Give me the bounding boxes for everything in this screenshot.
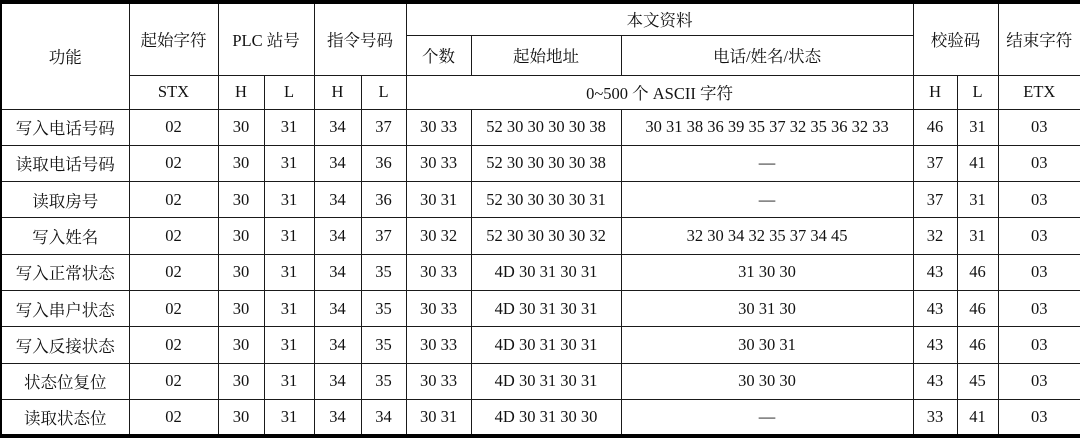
cell-payload: —	[621, 145, 913, 181]
cell-cmd-h: 34	[314, 218, 361, 254]
cell-stx: 02	[129, 218, 218, 254]
cell-payload: 32 30 34 32 35 37 34 45	[621, 218, 913, 254]
cell-count: 30 33	[406, 327, 471, 363]
cell-function: 读取房号	[1, 182, 129, 218]
cell-start-address: 52 30 30 30 30 38	[471, 145, 621, 181]
cell-chk-l: 31	[957, 218, 998, 254]
cell-plc-l: 31	[264, 254, 314, 290]
cell-chk-l: 45	[957, 363, 998, 399]
table-row	[1, 254, 1080, 290]
cell-payload: 31 30 30	[621, 254, 913, 290]
header-cmd-h: H	[314, 75, 361, 109]
header-chk-h: H	[913, 75, 957, 109]
cell-plc-h: 30	[218, 182, 264, 218]
cell-chk-l: 31	[957, 182, 998, 218]
header-plc-l: L	[264, 75, 314, 109]
cell-stx: 02	[129, 109, 218, 145]
cell-etx: 03	[998, 145, 1080, 181]
header-plc-h: H	[218, 75, 264, 109]
header-checksum: 校验码	[913, 2, 998, 75]
cell-count: 30 33	[406, 254, 471, 290]
cell-cmd-l: 35	[361, 254, 406, 290]
cell-etx: 03	[998, 109, 1080, 145]
cell-chk-h: 43	[913, 363, 957, 399]
cell-start-address: 4D 30 31 30 30	[471, 400, 621, 436]
cell-function: 写入正常状态	[1, 254, 129, 290]
cell-chk-l: 46	[957, 254, 998, 290]
cell-plc-l: 31	[264, 400, 314, 436]
cell-plc-l: 31	[264, 218, 314, 254]
cell-function: 写入串户状态	[1, 291, 129, 327]
cell-cmd-h: 34	[314, 109, 361, 145]
cell-plc-l: 31	[264, 145, 314, 181]
header-etx: ETX	[998, 75, 1080, 109]
cell-function: 写入反接状态	[1, 327, 129, 363]
cell-count: 30 33	[406, 291, 471, 327]
cell-count: 30 31	[406, 400, 471, 436]
cell-chk-h: 32	[913, 218, 957, 254]
cell-function: 读取状态位	[1, 400, 129, 436]
cell-etx: 03	[998, 363, 1080, 399]
cell-etx: 03	[998, 291, 1080, 327]
table-body	[1, 109, 1080, 436]
cell-chk-h: 43	[913, 327, 957, 363]
cell-count: 30 33	[406, 109, 471, 145]
header-plc-station: PLC 站号	[218, 2, 314, 75]
table-header	[1, 2, 1080, 109]
cell-etx: 03	[998, 218, 1080, 254]
cell-function: 写入电话号码	[1, 109, 129, 145]
header-stx: STX	[129, 75, 218, 109]
cell-stx: 02	[129, 363, 218, 399]
cell-stx: 02	[129, 327, 218, 363]
cell-count: 30 33	[406, 363, 471, 399]
cell-count: 30 33	[406, 145, 471, 181]
cell-plc-h: 30	[218, 400, 264, 436]
cell-cmd-l: 34	[361, 400, 406, 436]
header-chk-l: L	[957, 75, 998, 109]
cell-chk-l: 31	[957, 109, 998, 145]
cell-etx: 03	[998, 254, 1080, 290]
cell-cmd-h: 34	[314, 400, 361, 436]
cell-cmd-l: 37	[361, 218, 406, 254]
cell-plc-h: 30	[218, 254, 264, 290]
cell-payload: 30 31 30	[621, 291, 913, 327]
header-end-char: 结束字符	[998, 2, 1080, 75]
cell-cmd-l: 35	[361, 327, 406, 363]
cell-start-address: 4D 30 31 30 31	[471, 254, 621, 290]
header-phone-name-status: 电话/姓名/状态	[621, 35, 913, 75]
cell-stx: 02	[129, 145, 218, 181]
cell-start-address: 4D 30 31 30 31	[471, 363, 621, 399]
cell-stx: 02	[129, 400, 218, 436]
cell-payload: 30 30 30	[621, 363, 913, 399]
table-row	[1, 145, 1080, 181]
cell-start-address: 52 30 30 30 30 31	[471, 182, 621, 218]
cell-payload: —	[621, 182, 913, 218]
cell-payload: —	[621, 400, 913, 436]
cell-cmd-h: 34	[314, 182, 361, 218]
cell-plc-h: 30	[218, 145, 264, 181]
table-row	[1, 363, 1080, 399]
header-command-no: 指令号码	[314, 2, 406, 75]
cell-plc-h: 30	[218, 109, 264, 145]
cell-payload: 30 30 31	[621, 327, 913, 363]
cell-plc-l: 31	[264, 363, 314, 399]
cell-plc-l: 31	[264, 327, 314, 363]
header-cmd-l: L	[361, 75, 406, 109]
cell-plc-h: 30	[218, 363, 264, 399]
table-row	[1, 327, 1080, 363]
table-row	[1, 291, 1080, 327]
cell-stx: 02	[129, 182, 218, 218]
cell-chk-h: 37	[913, 182, 957, 218]
cell-chk-h: 37	[913, 145, 957, 181]
cell-cmd-l: 36	[361, 145, 406, 181]
cell-function: 写入姓名	[1, 218, 129, 254]
cell-count: 30 32	[406, 218, 471, 254]
cell-etx: 03	[998, 400, 1080, 436]
cell-start-address: 52 30 30 30 30 32	[471, 218, 621, 254]
cell-plc-h: 30	[218, 218, 264, 254]
cell-stx: 02	[129, 291, 218, 327]
header-ascii-range: 0~500 个 ASCII 字符	[406, 75, 913, 109]
cell-etx: 03	[998, 182, 1080, 218]
cell-count: 30 31	[406, 182, 471, 218]
cell-cmd-h: 34	[314, 363, 361, 399]
table-row	[1, 182, 1080, 218]
cell-cmd-l: 35	[361, 291, 406, 327]
cell-cmd-l: 36	[361, 182, 406, 218]
cell-function: 状态位复位	[1, 363, 129, 399]
table-row	[1, 109, 1080, 145]
cell-function: 读取电话号码	[1, 145, 129, 181]
cell-plc-h: 30	[218, 327, 264, 363]
header-start-address: 起始地址	[471, 35, 621, 75]
header-start-char: 起始字符	[129, 2, 218, 75]
cell-chk-l: 41	[957, 145, 998, 181]
cell-cmd-h: 34	[314, 327, 361, 363]
cell-chk-h: 46	[913, 109, 957, 145]
cell-payload: 30 31 38 36 39 35 37 32 35 36 32 33	[621, 109, 913, 145]
header-body-data: 本文资料	[406, 2, 913, 35]
cell-stx: 02	[129, 254, 218, 290]
table-row	[1, 400, 1080, 436]
cell-plc-l: 31	[264, 182, 314, 218]
cell-cmd-h: 34	[314, 254, 361, 290]
cell-start-address: 4D 30 31 30 31	[471, 291, 621, 327]
cell-chk-h: 43	[913, 254, 957, 290]
cell-start-address: 4D 30 31 30 31	[471, 327, 621, 363]
cell-cmd-l: 37	[361, 109, 406, 145]
cell-start-address: 52 30 30 30 30 38	[471, 109, 621, 145]
header-function: 功能	[1, 2, 129, 109]
cell-chk-l: 46	[957, 327, 998, 363]
cell-plc-h: 30	[218, 291, 264, 327]
cell-chk-h: 33	[913, 400, 957, 436]
cell-chk-l: 41	[957, 400, 998, 436]
cell-cmd-h: 34	[314, 291, 361, 327]
cell-chk-h: 43	[913, 291, 957, 327]
cell-chk-l: 46	[957, 291, 998, 327]
cell-plc-l: 31	[264, 109, 314, 145]
cell-etx: 03	[998, 327, 1080, 363]
cell-cmd-h: 34	[314, 145, 361, 181]
header-count: 个数	[406, 35, 471, 75]
cell-cmd-l: 35	[361, 363, 406, 399]
table-row	[1, 218, 1080, 254]
cell-plc-l: 31	[264, 291, 314, 327]
